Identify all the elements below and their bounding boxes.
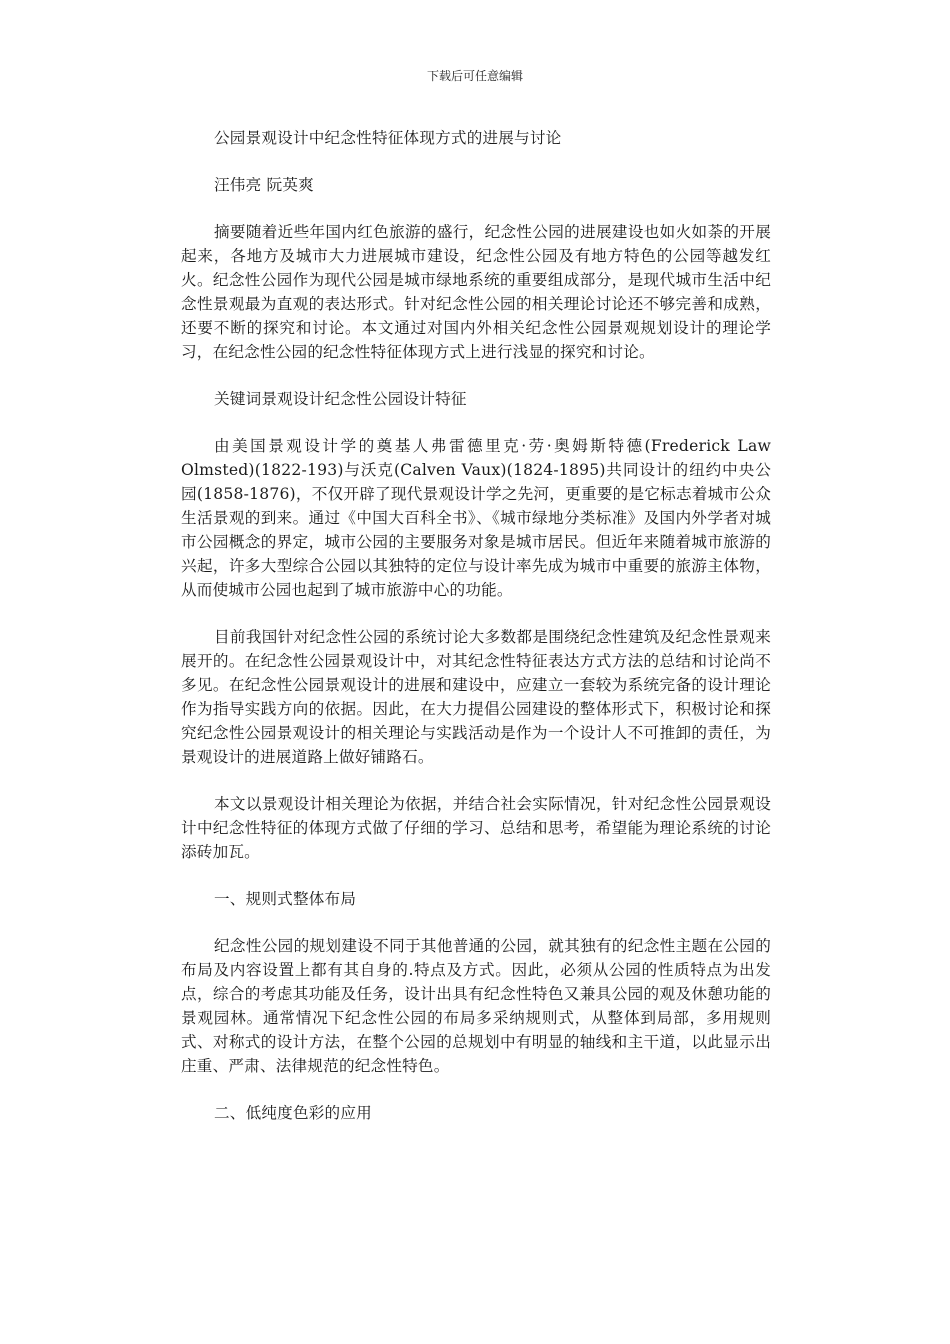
page-header-note: 下载后可任意编辑 (426, 69, 523, 83)
document-title: 公园景观设计中纪念性特征体现方式的进展与讨论 (214, 129, 562, 147)
document-authors: 汪伟亮 阮英爽 (214, 176, 314, 194)
body-paragraph: 本文以景观设计相关理论为依据，并结合社会实际情况，针对纪念性公园景观设计中纪念性特征的体现方式做了仔细的学习、总结和思考，希望能为理论系统的讨论添砖加瓦。 (181, 795, 771, 861)
document-body (181, 126, 771, 1148)
body-paragraph: 目前我国针对纪念性公园的系统讨论大多数都是围绕纪念性建筑及纪念性景观来展开的。在纪念性公园景观设计中，对其纪念性特征表达方式方法的总结和讨论尚不多见。在纪念性公园景观设计的进展和建设中，应建立一套较为系统完备的设计理论作为指导实践方向的依据。因此，在大力提倡公园建设的整体形式下，积极讨论和探究纪念性公园景观设计的相关理论与实践活动是作为一个设计人不可推卸的责任，为景观设计的进展道路上做好铺路石。 (181, 628, 771, 766)
abstract-paragraph: 摘要随着近些年国内红色旅游的盛行，纪念性公园的进展建设也如火如荼的开展起来，各地方及城市大力进展城市建设，纪念性公园及有地方特色的公园等越发红火。纪念性公园作为现代公园是城市绿地系统的重要组成部分，是现代城市生活中纪念性景观最为直观的表达形式。针对纪念性公园的相关理论讨论还不够完善和成熟，还要不断的探究和讨论。本文通过对国内外相关纪念性公园景观规划设计的理论学习，在纪念性公园的纪念性特征体现方式上进行浅显的探究和讨论。 (181, 223, 771, 361)
keywords-line: 关键词景观设计纪念性公园设计特征 (214, 390, 467, 408)
section-heading: 二、低纯度色彩的应用 (214, 1104, 372, 1122)
body-paragraph: 纪念性公园的规划建设不同于其他普通的公园，就其独有的纪念性主题在公园的布局及内容设置上都有其自身的.特点及方式。因此，必须从公园的性质特点为出发点，综合的考虑其功能及任务，设计出具有纪念性特色又兼具公园的观及休憩功能的景观园林。通常情况下纪念性公园的布局多采纳规则式，从整体到局部，多用规则式、对称式的设计方法，在整个公园的总规划中有明显的轴线和主干道，以此显示出庄重、严肃、法律规范的纪念性特色。 (181, 937, 771, 1075)
body-paragraph: 由美国景观设计学的奠基人弗雷德里克·劳·奥姆斯特德(Frederick Law Olmsted)(1822-193)与沃克(Calven Vaux)(1824-1895)共同设计的纽约中央公园(1858-1876)，不仅开辟了现代景观设计学之先河，更重要的是它标志着城市公众生活景观的到来。通过《中国大百科全书》、《城市绿地分类标准》及国内外学者对城市公园概念的界定，城市公园的主要服务对象是城市居民。但近年来随着城市旅游的兴起，许多大型综合公园以其独特的定位与设计率先成为城市中重要的旅游主体物，从而使城市公园也起到了城市旅游中心的功能。 (181, 437, 771, 599)
section-heading: 一、规则式整体布局 (214, 890, 357, 908)
